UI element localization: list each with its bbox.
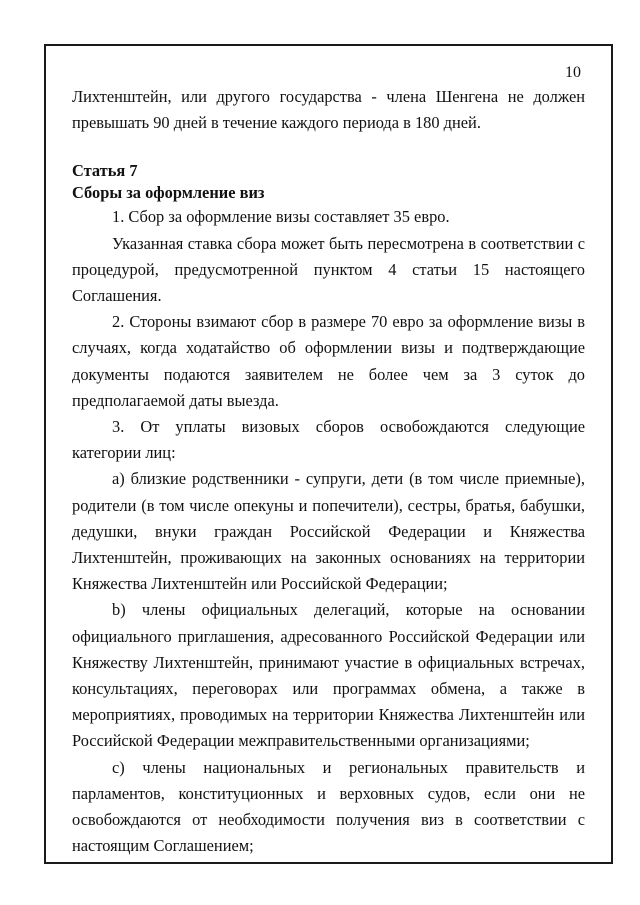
paragraph-5c: c) члены национальных и региональных правительств и парламентов, конституционных и верховных судов, если они не освобождаются от необходимости получения виз в соответствии с настоящим Соглашением;: [72, 757, 585, 856]
page-number: 10: [565, 64, 581, 81]
paragraph-5b: b) члены официальных делегаций, которые на основании официального приглашения, адресованного Российской Федерации или Княжеству Лихтенштейн, принимают участие в официальных встречах, консультациях, переговорах или программах обмена, а также в мероприятиях, проводимых на территории Княжества Лихтенштейн или Российской Федерации межправительственными организациями;: [72, 600, 585, 751]
article-number: Статья 7: [72, 161, 138, 181]
paragraph-4: 3. От уплаты визовых сборов освобождаются следующие категории лиц:: [72, 417, 585, 463]
page-frame: [44, 44, 613, 864]
paragraph-3: 2. Стороны взимают сбор в размере 70 евро за оформление визы в случаях, когда ходатайство об оформлении визы и подтверждающие документы подаются заявителем не более чем за 3 суток до предполагаемой даты выезда.: [72, 312, 585, 410]
paragraph-5a: a) близкие родственники - супруги, дети (в том числе приемные), родители (в том числе опекуны и попечители), сестры, братья, бабушки, дедушки, внуки граждан Российской Федерации и Княжества Лихтенштейн, проживающих на законных основаниях на территории Княжества Лихтенштейн или Российской Федерации;: [72, 469, 585, 594]
spacer: [72, 136, 585, 160]
document-body: [72, 84, 585, 859]
paragraph-continued: Лихтенштейн, или другого государства - члена Шенгена не должен превышать 90 дней в течение каждого периода в 180 дней.: [72, 87, 585, 133]
paragraph-1: 1. Сбор за оформление визы составляет 35 евро.: [112, 207, 450, 227]
article-title: Сборы за оформление виз: [72, 183, 265, 203]
paragraph-2: Указанная ставка сбора может быть пересмотрена в соответствии с процедурой, предусмотренной пунктом 4 статьи 15 настоящего Соглашения.: [72, 233, 585, 306]
